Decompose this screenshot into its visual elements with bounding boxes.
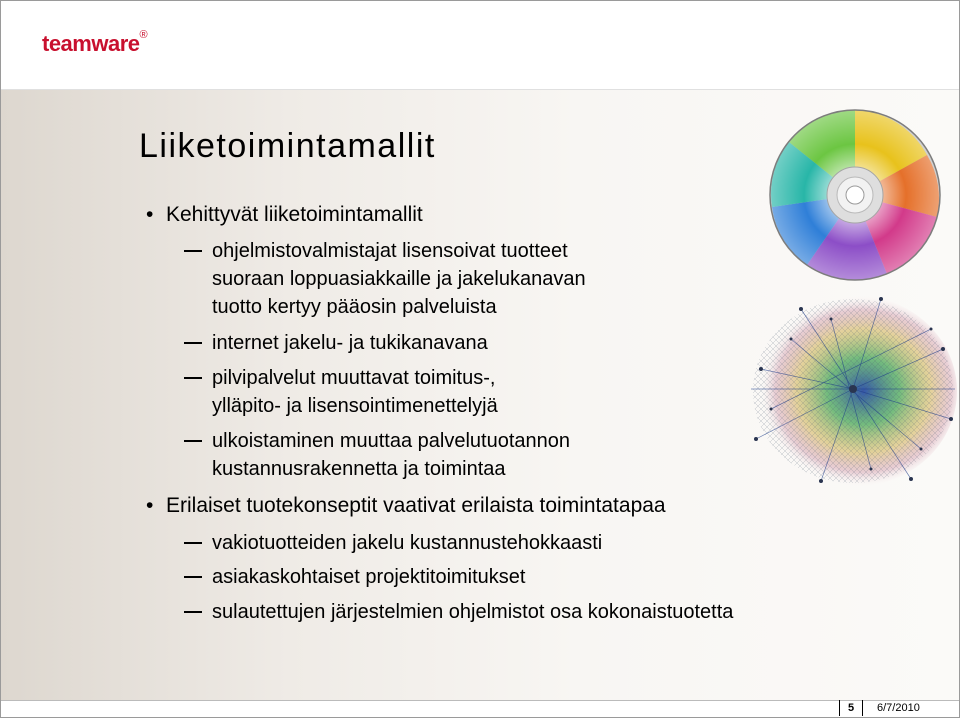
footer-date: 6/7/2010 bbox=[877, 702, 920, 714]
subbullet-1-3 bbox=[184, 364, 498, 420]
subbullet-line: ylläpito- ja lisensointimenettelyjä bbox=[212, 395, 498, 417]
dash-icon bbox=[184, 342, 202, 344]
subbullet-line: asiakaskohtaiset projektitoimitukset bbox=[212, 566, 526, 588]
subbullet-line: ulkoistaminen muuttaa palvelutuotannon bbox=[212, 430, 571, 452]
subbullet-1-2 bbox=[184, 329, 488, 357]
network-graph-image bbox=[731, 289, 959, 489]
subbullet-line: sulautettujen järjestelmien ohjelmistot osa kokonaistuotetta bbox=[212, 601, 734, 623]
subbullet-line: vakiotuotteiden jakelu kustannustehokkaasti bbox=[212, 532, 603, 554]
subbullet-line: ohjelmistovalmistajat lisensoivat tuotteet bbox=[212, 240, 568, 262]
dash-icon bbox=[184, 611, 202, 613]
dash-icon bbox=[184, 576, 202, 578]
subbullet-line: suoraan loppuasiakkaille ja jakelukanavan bbox=[212, 268, 586, 290]
slide-title: Liiketoimintamallit bbox=[139, 127, 436, 165]
subbullet-2-3 bbox=[184, 598, 733, 626]
dash-icon bbox=[184, 250, 202, 252]
cd-disc-image bbox=[767, 107, 943, 283]
subbullet-2-1 bbox=[184, 529, 602, 557]
page-number: 5 bbox=[839, 700, 863, 716]
subbullet-line: kustannusrakennetta ja toimintaa bbox=[212, 458, 506, 480]
subbullet-line: internet jakelu- ja tukikanavana bbox=[212, 332, 488, 354]
dash-icon bbox=[184, 377, 202, 379]
logo-text: teamware bbox=[42, 31, 140, 56]
teamware-logo bbox=[42, 31, 147, 57]
footer-divider bbox=[1, 700, 959, 701]
subbullet-1-1 bbox=[184, 237, 586, 321]
bullet-2: • Erilaiset tuotekonseptit vaativat erilaista toimintatapaa bbox=[146, 494, 666, 517]
bullet-1-text: Kehittyvät liiketoimintamallit bbox=[166, 203, 423, 226]
registered-mark: ® bbox=[139, 29, 148, 41]
dash-icon bbox=[184, 542, 202, 544]
subbullet-line: tuotto kertyy pääosin palveluista bbox=[212, 296, 497, 318]
dash-icon bbox=[184, 440, 202, 442]
subbullet-1-4 bbox=[184, 427, 570, 483]
subbullet-line: pilvipalvelut muuttavat toimitus-, bbox=[212, 367, 496, 389]
subbullet-2-2 bbox=[184, 563, 525, 591]
bullet-2-text: Erilaiset tuotekonseptit vaativat erilaista toimintatapaa bbox=[166, 494, 666, 517]
bullet-1: • Kehittyvät liiketoimintamallit bbox=[146, 203, 423, 226]
